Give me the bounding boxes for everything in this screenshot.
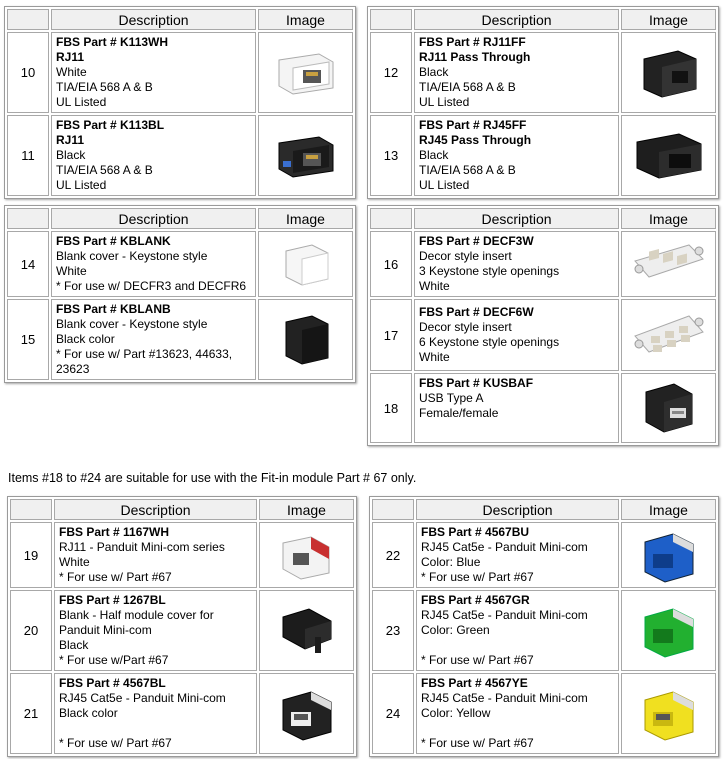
table-row — [7, 231, 353, 297]
item-description: FBS Part # K113WH RJ11 White TIA/EIA 568 A & B UL Listed — [51, 32, 256, 113]
item-description: FBS Part # RJ11FF RJ11 Pass Through Black TIA/EIA 568 A & B UL Listed — [414, 32, 619, 113]
product-table-3 — [4, 205, 356, 383]
table-row — [370, 373, 716, 443]
item-number: 15 — [7, 299, 49, 380]
item-description: FBS Part # DECF6W Decor style insert 6 Keystone style openings White — [414, 299, 619, 371]
table-row — [370, 32, 716, 113]
item-number: 13 — [370, 115, 412, 196]
header-description: Description — [414, 208, 619, 229]
item-number: 16 — [370, 231, 412, 297]
table-row — [10, 590, 354, 671]
item-description: FBS Part # 4567YE RJ45 Cat5e - Panduit Mini-com Color: Yellow * For use w/ Part #67 — [416, 673, 619, 754]
table-row — [7, 299, 353, 380]
minicom-yellow-rj45-icon — [621, 673, 716, 754]
product-table-6 — [369, 496, 719, 757]
header-image: Image — [621, 499, 716, 520]
table-row — [370, 299, 716, 371]
rj45-pass-through-icon — [621, 115, 716, 196]
item-description: FBS Part # KBLANB Blank cover - Keystone style Black color * For use w/ Part #13623, 44633, 23623 — [51, 299, 256, 380]
black-rj11-jack-icon — [258, 115, 353, 196]
minicom-green-rj45-icon — [621, 590, 716, 671]
table-row — [372, 522, 716, 588]
table-row — [372, 590, 716, 671]
minicom-blue-rj45-icon — [621, 522, 716, 588]
item-description: FBS Part # 4567BU RJ45 Cat5e - Panduit Mini-com Color: Blue * For use w/ Part #67 — [416, 522, 619, 588]
header-description: Description — [54, 499, 257, 520]
item-number: 21 — [10, 673, 52, 754]
minicom-white-rj11-icon — [259, 522, 354, 588]
table-row — [370, 115, 716, 196]
table-row — [7, 32, 353, 113]
item-number: 20 — [10, 590, 52, 671]
item-description: FBS Part # 4567GR RJ45 Cat5e - Panduit Mini-com Color: Green * For use w/ Part #67 — [416, 590, 619, 671]
table-row — [7, 115, 353, 196]
item-description: FBS Part # RJ45FF RJ45 Pass Through Black TIA/EIA 568 A & B UL Listed — [414, 115, 619, 196]
table-row — [370, 231, 716, 297]
product-table-4 — [367, 205, 719, 446]
item-number: 23 — [372, 590, 414, 671]
rj11-pass-through-icon — [621, 32, 716, 113]
product-table-1 — [4, 6, 356, 199]
header-description: Description — [51, 9, 256, 30]
product-table-2 — [367, 6, 719, 199]
item-description: FBS Part # KBLANK Blank cover - Keystone style White * For use w/ DECFR3 and DECFR6 — [51, 231, 256, 297]
item-number: 14 — [7, 231, 49, 297]
item-description: FBS Part # 1267BL Blank - Half module cover for Panduit Mini-com Black * For use w/Part #67 — [54, 590, 257, 671]
item-number: 24 — [372, 673, 414, 754]
item-description: FBS Part # 4567BL RJ45 Cat5e - Panduit Mini-com Black color * For use w/ Part #67 — [54, 673, 257, 754]
product-table-5 — [7, 496, 357, 757]
item-number: 10 — [7, 32, 49, 113]
decor-6-insert-icon — [621, 299, 716, 371]
item-description: FBS Part # KUSBAF USB Type A Female/female — [414, 373, 619, 443]
decor-3-insert-icon — [621, 231, 716, 297]
header-description: Description — [51, 208, 256, 229]
table-row — [10, 522, 354, 588]
item-number: 19 — [10, 522, 52, 588]
header-image: Image — [258, 208, 353, 229]
white-rj11-jack-icon — [258, 32, 353, 113]
header-image: Image — [258, 9, 353, 30]
item-number: 12 — [370, 32, 412, 113]
header-image: Image — [621, 208, 716, 229]
item-description: FBS Part # DECF3W Decor style insert 3 Keystone style openings White — [414, 231, 619, 297]
header-description: Description — [416, 499, 619, 520]
item-number: 17 — [370, 299, 412, 371]
usb-coupler-icon — [621, 373, 716, 443]
item-description: FBS Part # 1167WH RJ11 - Panduit Mini-com series White * For use w/ Part #67 — [54, 522, 257, 588]
white-blank-cover-icon — [258, 231, 353, 297]
half-module-cover-icon — [259, 590, 354, 671]
item-number: 22 — [372, 522, 414, 588]
item-description: FBS Part # K113BL RJ11 Black TIA/EIA 568 A & B UL Listed — [51, 115, 256, 196]
header-image: Image — [259, 499, 354, 520]
black-blank-cover-icon — [258, 299, 353, 380]
item-number: 11 — [7, 115, 49, 196]
table-row — [372, 673, 716, 754]
fit-in-module-note: Items #18 to #24 are suitable for use with the Fit-in module Part # 67 only. — [8, 471, 417, 485]
minicom-black-rj45-icon — [259, 673, 354, 754]
header-description: Description — [414, 9, 619, 30]
header-image: Image — [621, 9, 716, 30]
table-row — [10, 673, 354, 754]
item-number: 18 — [370, 373, 412, 443]
